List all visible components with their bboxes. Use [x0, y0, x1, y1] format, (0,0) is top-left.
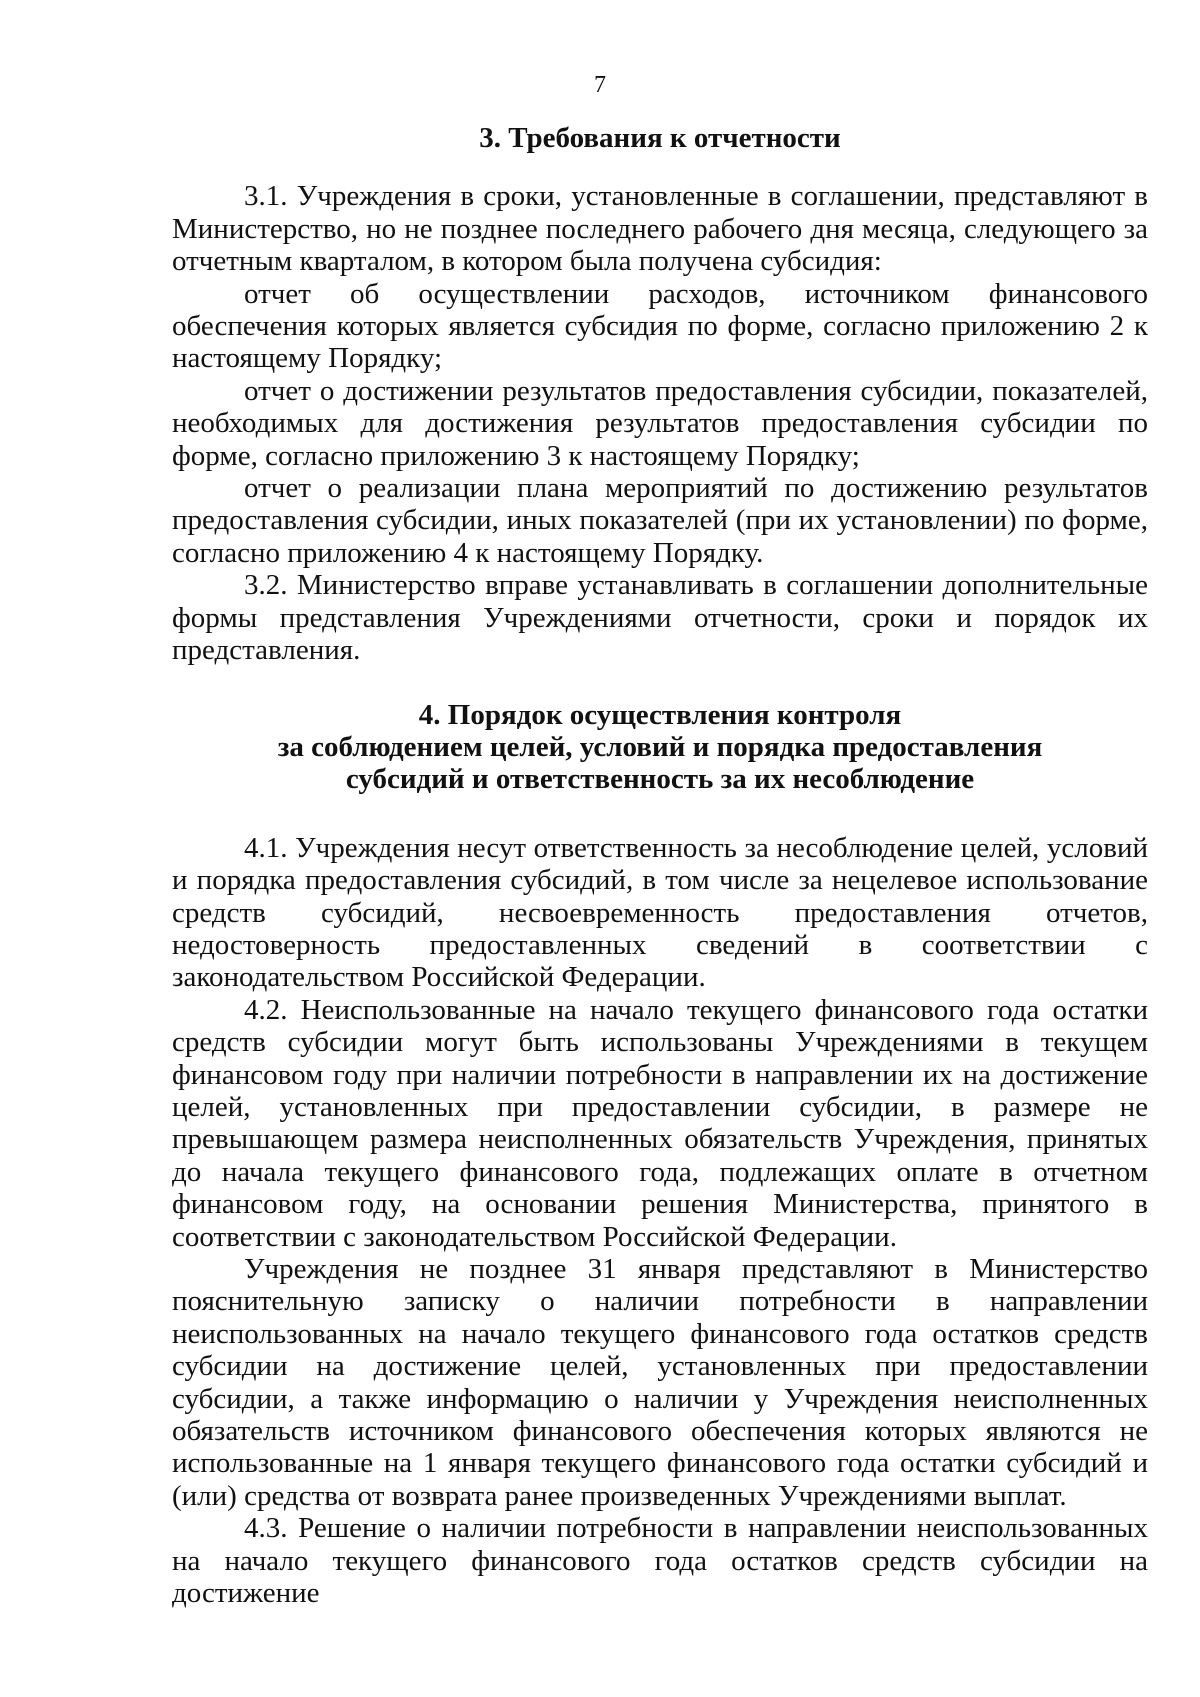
paragraph-4-2: 4.2. Неиспользованные на начало текущего финансового года остатки средств субсидии могут быть использованы Учреждениями в текущем финансовом году при наличии потребности в направлении их на достижение целей, установленных при предоставлении субсидии, в размере не превышающем размера неисполненных обязательств Учреждения, принятых до начала текущего финансового года, подлежащих оплате в отчетном финансовом году, на основании решения Министерства, принятого в соответствии с законодательством Российской Федерации. [172, 993, 1148, 1253]
section-4-title-line-3: субсидий и ответственность за их несоблюдение [345, 763, 975, 796]
paragraph-3-2: 3.2. Министерство вправе устанавливать в соглашении дополнительные формы представления Учреждениями отчетности, сроки и порядок их представления. [172, 569, 1148, 667]
paragraph-4-1: 4.1. Учреждения несут ответственность за несоблюдение целей, условий и порядка предоставления субсидий, в том числе за нецелевое использование средств субсидий, несвоевременность предоставления отчетов, недостоверность предоставленных сведений в соответствии с законодательством Российской Федерации. [172, 831, 1148, 994]
paragraph-4-3: 4.3. Решение о наличии потребности в направлении неиспользованных на начало текущего финансового года остатков средств субсидии на достижение [172, 1512, 1148, 1610]
paragraph-results-report: отчет о достижении результатов предоставления субсидии, показателей, необходимых для достижения результатов предоставления субсидии по форме, согласно приложению 3 к настоящему Порядку; [172, 374, 1148, 472]
paragraph-expense-report: отчет об осуществлении расходов, источником финансового обеспечения которых является субсидия по форме, согласно приложению 2 к настоящему Порядку; [172, 277, 1148, 375]
section-4-title [172, 699, 1148, 796]
paragraph-explanatory-note: Учреждения не позднее 31 января представляют в Министерство пояснительную записку о наличии потребности в направлении неиспользованных на начало текущего финансового года остатков средств субсидии на достижение целей, установленных при предоставлении субсидии, а также информацию о наличии у Учреждения неисполненных обязательств источником финансового обеспечения которых являются не использованные на 1 января текущего финансового года остатки субсидий и (или) средства от возврата ранее произведенных Учреждениями выплат. [172, 1253, 1148, 1512]
section-4-title-line-2: за соблюдением целей, условий и порядка предоставления [277, 730, 1043, 763]
paragraph-plan-report: отчет о реализации плана мероприятий по достижению результатов предоставления субсидии, иных показателей (при их установлении) по форме, согласно приложению 4 к настоящему Порядку. [172, 472, 1148, 569]
section-3-title: 3. Требования к отчетности [479, 122, 841, 154]
section-4-title-line-1: 4. Порядок осуществления контроля [418, 698, 902, 731]
paragraph-3-1: 3.1. Учреждения в сроки, установленные в соглашении, представляют в Министерство, но не позднее последнего рабочего дня месяца, следующего за отчетным кварталом, в котором была получена субсидия: [172, 180, 1148, 278]
page-number: 7 [594, 72, 606, 98]
document-content [172, 122, 1148, 1609]
